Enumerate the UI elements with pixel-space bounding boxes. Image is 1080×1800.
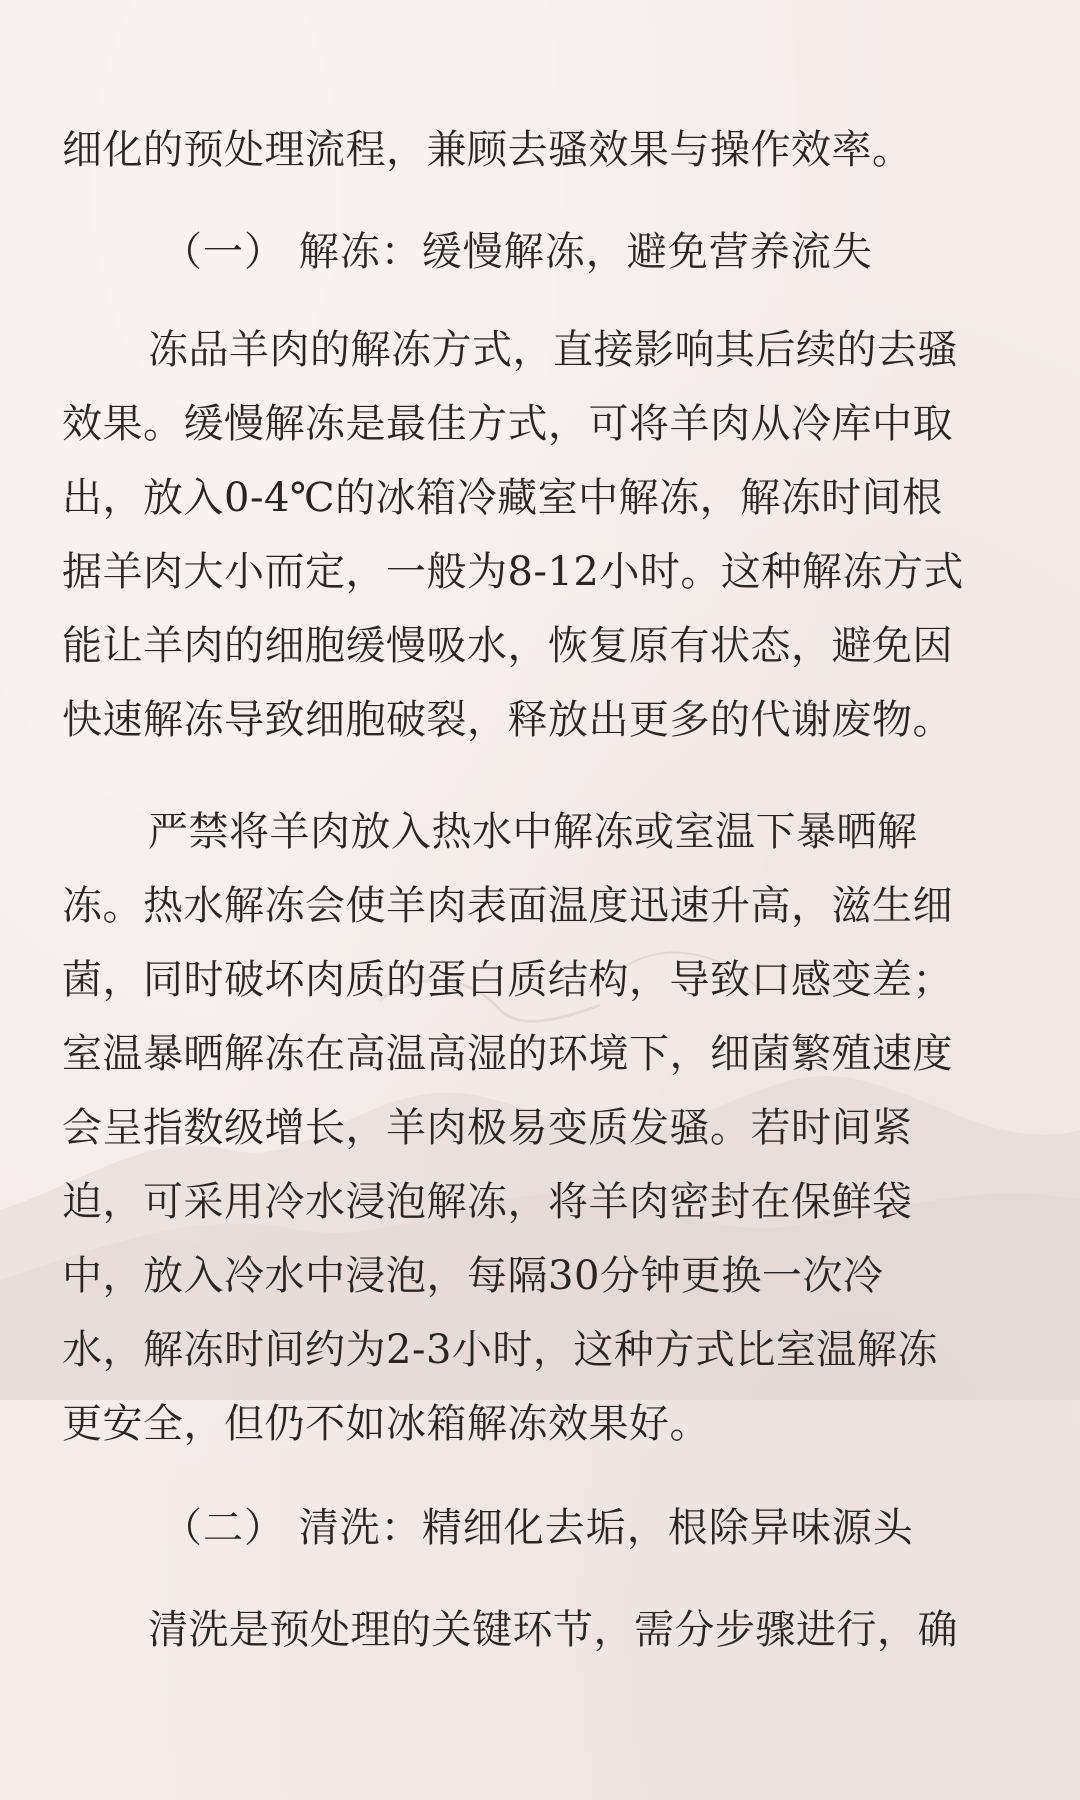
section-2-heading: （二） 清洗：精细化去垢，根除异味源头	[162, 1505, 914, 1551]
paragraph-line: 冻品羊肉的解冻方式，直接影响其后续的去骚	[148, 327, 958, 373]
paragraph-line: 效果。缓慢解冻是最佳方式，可将羊肉从冷库中取	[62, 401, 953, 447]
paragraph-line: 严禁将羊肉放入热水中解冻或室温下暴晒解	[148, 809, 918, 855]
paragraph-line: 冻。热水解冻会使羊肉表面温度迅速升高，滋生细	[62, 883, 953, 929]
paragraph-line: 室温暴晒解冻在高温高湿的环境下，细菌繁殖速度	[62, 1031, 953, 1077]
intro-line: 细化的预处理流程，兼顾去骚效果与操作效率。	[62, 127, 913, 173]
paragraph-line: 更安全，但仍不如冰箱解冻效果好。	[62, 1401, 710, 1447]
paragraph-line: 清洗是预处理的关键环节，需分步骤进行，确	[148, 1607, 958, 1653]
paragraph-line: 水，解冻时间约为2-3小时，这种方式比室温解冻	[62, 1327, 938, 1373]
paragraph-line: 据羊肉大小而定，一般为8-12小时。这种解冻方式	[62, 549, 964, 595]
paragraph-line: 迫，可采用冷水浸泡解冻，将羊肉密封在保鲜袋	[62, 1179, 913, 1225]
paragraph-line: 出，放入0-4℃的冰箱冷藏室中解冻，解冻时间根	[62, 475, 943, 521]
paragraph-line: 会呈指数级增长，羊肉极易变质发骚。若时间紧	[62, 1105, 913, 1151]
section-1-heading: （一） 解冻：缓慢解冻，避免营养流失	[162, 229, 873, 275]
paragraph-line: 菌，同时破坏肉质的蛋白质结构，导致口感变差；	[62, 957, 953, 1003]
paragraph-line: 中，放入冷水中浸泡，每隔30分钟更换一次冷	[62, 1253, 884, 1299]
paragraph-line: 快速解冻导致细胞破裂，释放出更多的代谢废物。	[62, 697, 953, 743]
paragraph-line: 能让羊肉的细胞缓慢吸水，恢复原有状态，避免因	[62, 623, 953, 669]
